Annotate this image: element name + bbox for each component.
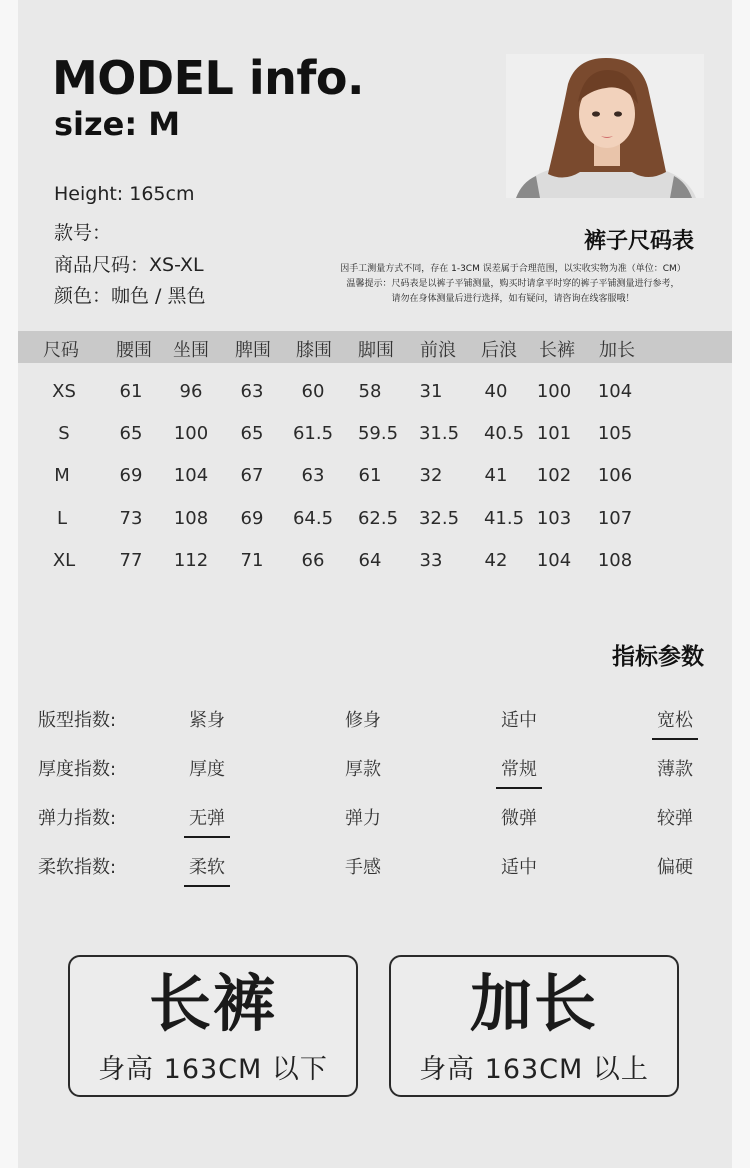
table-cell: 64.5 [292,508,334,529]
table-cell: 73 [119,508,143,529]
column-header: 长裤 [539,340,575,361]
table-cell: 106 [597,465,633,486]
table-cell: 102 [536,465,572,486]
indicator-option: 适中 [501,857,537,878]
table-cell: 40 [484,381,508,402]
table-cell: 105 [597,423,633,444]
table-cell: 65 [240,423,264,444]
table-cell: 60 [301,381,325,402]
indicators-title: 指标参数 [612,644,704,670]
table-cell: M [54,465,70,486]
indicator-option: 弹力 [345,808,381,829]
table-cell: 42 [484,550,508,571]
table-row [18,423,732,449]
indicator-row [18,853,732,887]
size-chart-note: 温馨提示：尺码表是以裤子平铺测量，购买时请拿平时穿的裤子平铺测量进行参考， [346,279,680,289]
table-cell: 62.5 [357,508,399,529]
indicator-option: 常规 [496,755,542,789]
table-row [18,550,732,576]
indicator-label: 版型指数: [38,710,117,731]
table-cell: 69 [119,465,143,486]
table-cell: 61 [119,381,143,402]
style-number: 款号： [54,222,112,244]
table-cell: 58 [358,381,382,402]
table-cell: 61 [358,465,382,486]
table-cell: 100 [173,423,209,444]
model-height: Height: 165cm [54,183,195,205]
length-option-regular [68,955,358,1097]
column-header: 坐围 [173,340,209,361]
model-size: size: M [54,105,181,143]
table-cell: XL [52,550,76,571]
table-cell: 32.5 [418,508,460,529]
indicator-option: 修身 [345,710,381,731]
table-row [18,381,732,407]
indicator-row [18,755,732,789]
indicator-option: 偏硬 [657,857,693,878]
indicator-option: 适中 [501,710,537,731]
table-cell: 61.5 [292,423,334,444]
column-header: 尺码 [43,340,79,361]
table-cell: 40.5 [483,423,525,444]
table-cell: 108 [597,550,633,571]
table-cell: 31 [419,381,443,402]
table-cell: 41 [484,465,508,486]
column-header: 腰围 [116,340,152,361]
product-colors: 颜色：咖色 / 黑色 [54,285,206,307]
indicator-option: 薄款 [657,759,693,780]
length-option-long [389,955,679,1097]
table-cell: 104 [536,550,572,571]
size-chart-note: 请勿在身体测量后进行选择，如有疑问，请咨询在线客服哦！ [391,294,635,304]
model-info-title: MODEL info. [52,51,364,105]
table-cell: 63 [301,465,325,486]
table-cell: 65 [119,423,143,444]
table-cell: 41.5 [483,508,525,529]
indicator-option: 紧身 [189,710,225,731]
indicator-label: 柔软指数: [38,857,117,878]
table-cell: 67 [240,465,264,486]
table-cell: 108 [173,508,209,529]
table-cell: 107 [597,508,633,529]
size-table-header [18,331,732,363]
table-cell: 100 [536,381,572,402]
table-cell: 64 [358,550,382,571]
product-size-range: 商品尺码：XS-XL [54,254,204,276]
column-header: 脚围 [358,340,394,361]
table-cell: S [58,423,70,444]
table-cell: 101 [536,423,572,444]
length-option-title: 长裤 [148,967,277,1040]
indicator-label: 弹力指数: [38,808,117,829]
indicator-option: 宽松 [652,706,698,740]
table-cell: L [56,508,68,529]
table-row [18,465,732,491]
column-header: 加长 [599,340,635,361]
table-cell: 32 [419,465,443,486]
table-cell: 31.5 [418,423,460,444]
table-cell: 69 [240,508,264,529]
table-cell: 112 [173,550,209,571]
model-photo [506,54,704,198]
table-cell: 59.5 [357,423,399,444]
indicator-option: 微弹 [501,808,537,829]
length-option-subtitle: 身高 163CM 以上 [419,1054,649,1085]
indicator-row [18,706,732,740]
table-cell: 96 [179,381,203,402]
size-info-page [18,0,732,1168]
table-cell: 104 [597,381,633,402]
indicator-label: 厚度指数: [38,759,117,780]
size-chart-note: 因手工测量方式不同，存在 1-3CM 误差属于合理范围，以实收实物为准（单位：CM） [340,264,686,274]
table-cell: XS [52,381,76,402]
table-cell: 71 [240,550,264,571]
column-header: 脾围 [235,340,271,361]
column-header: 后浪 [481,340,517,361]
indicator-option: 厚款 [345,759,381,780]
indicator-option: 较弹 [657,808,693,829]
table-cell: 104 [173,465,209,486]
indicator-option: 无弹 [184,804,230,838]
table-cell: 63 [240,381,264,402]
column-header: 前浪 [420,340,456,361]
size-chart-title: 裤子尺码表 [584,229,695,254]
table-cell: 77 [119,550,143,571]
table-cell: 103 [536,508,572,529]
indicator-option: 柔软 [184,853,230,887]
table-row [18,508,732,534]
length-option-title: 加长 [469,967,598,1040]
table-cell: 33 [419,550,443,571]
table-cell: 66 [301,550,325,571]
indicator-option: 手感 [345,857,381,878]
indicator-row [18,804,732,838]
column-header: 膝围 [296,340,332,361]
size-chart-notes [308,262,718,307]
length-option-subtitle: 身高 163CM 以下 [98,1054,328,1085]
indicator-option: 厚度 [189,759,225,780]
